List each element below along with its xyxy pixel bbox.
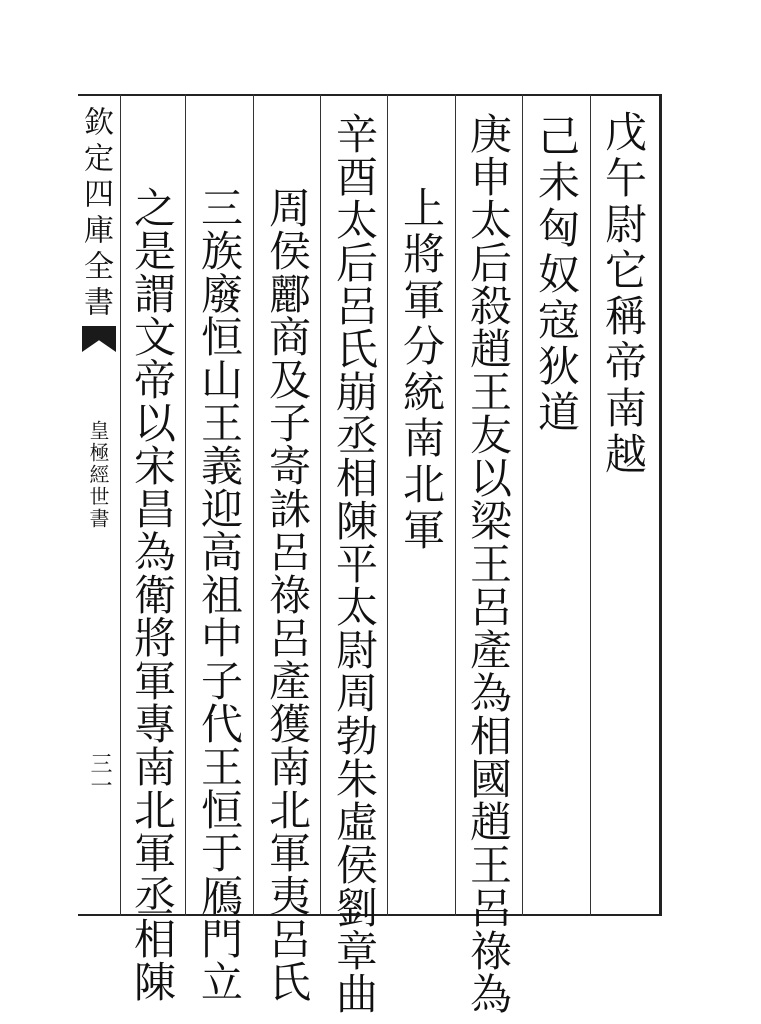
text-column-6: 周侯酈商及子寄誅呂祿呂產獲南北軍夷呂氏 [263, 186, 312, 1003]
text-column-4: 上將軍分統南北軍 [397, 186, 446, 554]
book-title: 皇極經世書 [86, 420, 110, 530]
column-rule [185, 94, 186, 916]
column-rule [320, 94, 321, 916]
text-column-7: 三族廢恒山王義迎高祖中子代王恒于鴈門立 [195, 186, 244, 1003]
column-rule [253, 94, 254, 916]
text-column-3: 庚申太后殺趙王友以梁王呂產為相國趙王呂祿為 [464, 112, 513, 1015]
column-rule [590, 94, 591, 916]
column-rule [387, 94, 388, 916]
margin-rule [120, 94, 121, 916]
column-rule [455, 94, 456, 916]
text-column-8: 之是謂文帝以宋昌為衛將軍專南北軍丞相陳 [128, 186, 177, 1003]
text-column-2: 己未匈奴寇狄道 [532, 114, 581, 436]
collection-title: 欽定四庫全書 [78, 106, 113, 322]
text-column-5: 辛酉太后呂氏崩丞相陳平太尉周勃朱虛侯劉章曲 [330, 112, 379, 1015]
column-rule [522, 94, 523, 916]
folio-number: 三一 [87, 752, 112, 796]
text-column-1: 戊午尉它稱帝南越 [599, 110, 648, 478]
